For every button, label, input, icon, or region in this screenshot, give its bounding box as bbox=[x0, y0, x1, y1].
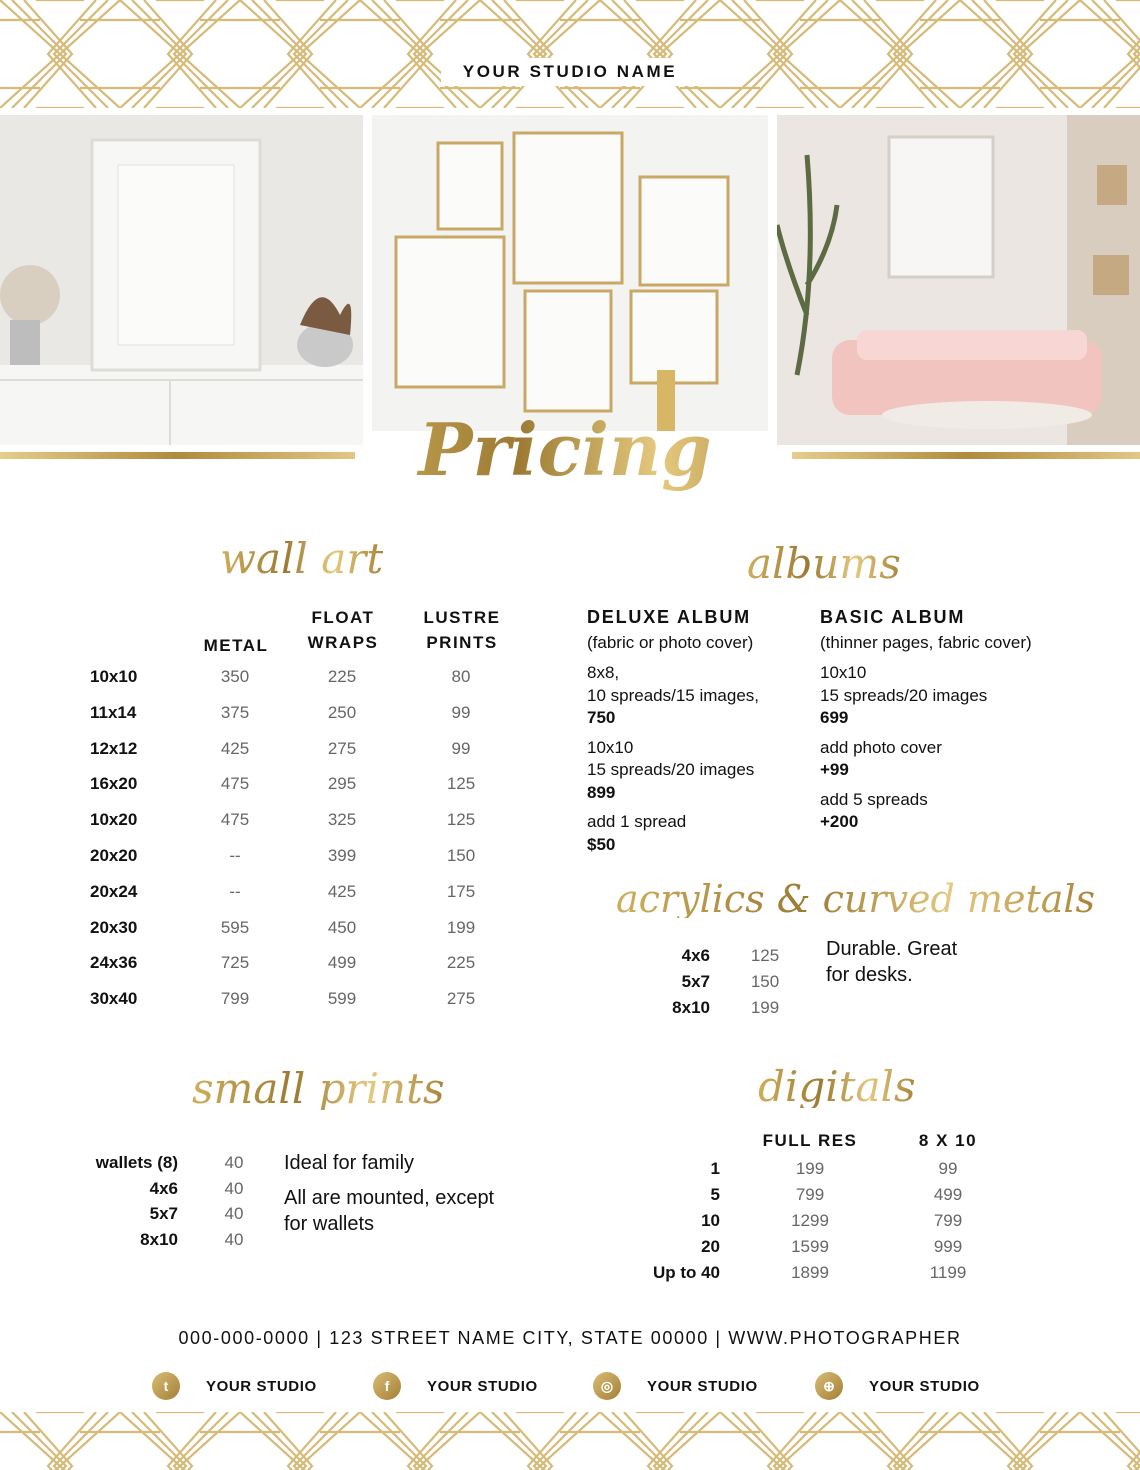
digital-full-res-price: 199 bbox=[795, 1159, 825, 1178]
small-print-size: 5x7 bbox=[149, 1204, 178, 1223]
wall-art-metal-price: 475 bbox=[220, 774, 250, 794]
wall-art-lustre-price: 275 bbox=[446, 989, 476, 1009]
wall-art-lustre-price: 125 bbox=[446, 810, 476, 830]
wall-art-size: 20x30 bbox=[90, 917, 138, 937]
digital-qty: 1 bbox=[710, 1159, 720, 1178]
deluxe-option-desc: 8x8, bbox=[587, 663, 620, 682]
wall-art-size: 16x20 bbox=[90, 774, 138, 794]
small-print-price: 40 bbox=[224, 1204, 244, 1223]
wall-art-size: 20x20 bbox=[90, 846, 138, 865]
social-label: YOUR STUDIO bbox=[206, 1377, 317, 1395]
photo-gallery-wall bbox=[372, 115, 768, 431]
digital-full-res-price: 1299 bbox=[791, 1211, 829, 1230]
gold-divider-left bbox=[0, 452, 355, 459]
digital-full-res-price: 1899 bbox=[791, 1263, 829, 1282]
wall-art-metal-price: 375 bbox=[220, 702, 250, 722]
wall-art-size: 11x14 bbox=[90, 702, 137, 722]
studio-name: YOUR STUDIO NAME bbox=[441, 58, 699, 86]
basic-option-desc: 10x10 bbox=[820, 663, 867, 682]
social-label: YOUR STUDIO bbox=[869, 1377, 980, 1395]
gold-divider-right bbox=[792, 452, 1140, 459]
wall-art-float-price: 399 bbox=[327, 846, 357, 865]
wall-art-float-price: 425 bbox=[327, 881, 357, 901]
basic-option-desc: 15 spreads/20 images bbox=[820, 685, 988, 705]
wall-art-lustre-price: 125 bbox=[446, 774, 476, 794]
deluxe-album-name: DELUXE ALBUM bbox=[587, 607, 751, 627]
wall-art-lustre-price: 99 bbox=[451, 738, 471, 758]
small-print-price: 40 bbox=[224, 1229, 244, 1249]
wall-art-lustre-price: 225 bbox=[446, 953, 476, 973]
facebook-icon[interactable]: f bbox=[373, 1372, 401, 1400]
page-title: Pricing Guide bbox=[330, 395, 800, 505]
contact-line: 000-000-0000 | 123 STREET NAME CITY, STATE 00000 | WWW.PHOTOGRAPHER bbox=[178, 1328, 962, 1348]
wall-art-metal-price: -- bbox=[229, 846, 241, 865]
small-prints-note-line: All are mounted, except bbox=[284, 1187, 495, 1209]
deluxe-album bbox=[587, 606, 802, 856]
wall-art-float-price: 325 bbox=[327, 810, 357, 830]
studio-name-banner bbox=[0, 58, 1140, 86]
albums-title: albums bbox=[747, 539, 901, 588]
basic-album-subtitle: (thinner pages, fabric cover) bbox=[820, 632, 1032, 652]
acrylics-note-line: Durable. Great bbox=[826, 938, 958, 960]
photo-frame-on-cabinet bbox=[0, 115, 363, 445]
digital-full-res-price: 1599 bbox=[791, 1237, 829, 1256]
basic-album-name: BASIC ALBUM bbox=[820, 607, 966, 627]
wall-art-size: 20x24 bbox=[90, 881, 138, 901]
wall-art-size: 10x10 bbox=[90, 667, 138, 686]
wall-art-lustre-price: 80 bbox=[451, 667, 471, 686]
basic-option bbox=[820, 737, 1100, 782]
digital-8x10-price: 799 bbox=[933, 1211, 963, 1230]
small-print-size: 8x10 bbox=[140, 1229, 178, 1249]
wall-art-float-price: 225 bbox=[327, 667, 357, 686]
globe-icon[interactable]: ⊕ bbox=[815, 1372, 843, 1400]
wall-art-size: 30x40 bbox=[90, 989, 138, 1009]
deluxe-option-price: 750 bbox=[587, 708, 616, 727]
social-facebook[interactable] bbox=[373, 1372, 538, 1400]
social-website[interactable] bbox=[815, 1372, 980, 1400]
bottom-gold-pattern bbox=[0, 1412, 1140, 1470]
wall-art-metal-price: 425 bbox=[220, 738, 250, 758]
wall-art-metal-price: 725 bbox=[220, 953, 250, 973]
wall-art-float-price: 499 bbox=[327, 953, 357, 973]
deluxe-option-desc: 10x10 bbox=[587, 737, 634, 757]
small-print-size: 4x6 bbox=[149, 1178, 178, 1198]
top-gold-pattern bbox=[0, 0, 1140, 108]
digitals-title: digitals bbox=[758, 1062, 916, 1111]
basic-option bbox=[820, 662, 1100, 730]
basic-option-price: +99 bbox=[820, 760, 849, 779]
wall-art-metal-price: 799 bbox=[220, 989, 250, 1009]
social-instagram[interactable] bbox=[593, 1372, 758, 1400]
wall-art-size: 24x36 bbox=[90, 953, 138, 973]
digital-qty: 20 bbox=[701, 1237, 720, 1256]
basic-option-price: 699 bbox=[820, 708, 849, 727]
small-prints-title: small prints bbox=[192, 1064, 445, 1113]
social-label: YOUR STUDIO bbox=[647, 1377, 758, 1395]
wall-art-float-price: 295 bbox=[327, 774, 357, 794]
wall-art-metal-price: -- bbox=[229, 881, 241, 901]
deluxe-album-subtitle: (fabric or photo cover) bbox=[587, 632, 754, 652]
acrylic-size: 8x10 bbox=[672, 998, 710, 1017]
deluxe-option-price: $50 bbox=[587, 834, 616, 854]
wall-art-float-price: 250 bbox=[327, 702, 357, 722]
digital-8x10-price: 1199 bbox=[929, 1263, 967, 1282]
digitals-header-8x10: 8 X 10 bbox=[918, 1131, 978, 1150]
photo-pink-sofa-room bbox=[777, 115, 1140, 445]
acrylic-price: 125 bbox=[750, 946, 780, 965]
wall-art-metal-price: 350 bbox=[220, 667, 250, 686]
basic-option-desc: add photo cover bbox=[820, 737, 942, 757]
wall-art-metal-price: 595 bbox=[220, 917, 250, 937]
acrylic-size: 5x7 bbox=[681, 972, 710, 991]
deluxe-option-desc: 10 spreads/15 images, bbox=[587, 685, 759, 705]
wall-art-size: 10x20 bbox=[90, 810, 138, 830]
deluxe-option-desc: 15 spreads/20 images bbox=[587, 760, 755, 779]
wall-art-float-price: 599 bbox=[327, 989, 357, 1009]
digital-full-res-price: 799 bbox=[795, 1185, 825, 1204]
wall-art-lustre-price: 199 bbox=[446, 917, 476, 937]
digital-8x10-price: 999 bbox=[933, 1237, 963, 1256]
small-prints-note-line: for wallets bbox=[284, 1213, 375, 1235]
wall-art-size: 12x12 bbox=[90, 738, 138, 758]
instagram-icon[interactable]: ◎ bbox=[593, 1372, 621, 1400]
acrylics-title: acrylics & curved metals bbox=[616, 877, 1096, 921]
deluxe-option bbox=[587, 811, 802, 856]
digital-8x10-price: 499 bbox=[933, 1185, 963, 1204]
twitter-icon[interactable]: t bbox=[152, 1372, 180, 1400]
basic-option-desc: add 5 spreads bbox=[820, 789, 928, 809]
wall-art-float-price: 450 bbox=[327, 917, 357, 937]
wall-art-lustre-price: 99 bbox=[451, 702, 471, 722]
acrylics-note-line: for desks. bbox=[826, 964, 913, 986]
digital-8x10-price: 99 bbox=[938, 1159, 958, 1178]
small-print-size: wallets (8) bbox=[95, 1153, 178, 1172]
deluxe-option bbox=[587, 737, 802, 805]
col-header-float-wraps: FLOAT WRAPS bbox=[307, 608, 379, 652]
basic-option-price: +200 bbox=[820, 812, 859, 831]
digital-qty: 5 bbox=[710, 1185, 720, 1204]
digital-qty: 10 bbox=[701, 1211, 720, 1230]
small-prints-note-mounted bbox=[284, 1185, 494, 1237]
wall-art-title: wall art bbox=[220, 534, 384, 583]
small-print-price: 40 bbox=[224, 1153, 244, 1172]
col-header-metal: METAL bbox=[203, 636, 269, 655]
wall-art-lustre-price: 150 bbox=[446, 846, 476, 865]
digital-qty: Up to 40 bbox=[652, 1263, 720, 1282]
acrylic-size: 4x6 bbox=[681, 946, 710, 965]
acrylic-price: 150 bbox=[750, 972, 780, 991]
basic-album bbox=[820, 606, 1100, 834]
col-header-lustre-prints: LUSTRE PRINTS bbox=[423, 608, 501, 652]
digitals-header-full-res: FULL RES bbox=[762, 1131, 858, 1150]
basic-option bbox=[820, 789, 1100, 834]
wall-art-float-price: 275 bbox=[327, 738, 357, 758]
wall-art-lustre-price: 175 bbox=[446, 881, 476, 901]
acrylics-note bbox=[826, 936, 957, 988]
deluxe-option bbox=[587, 662, 802, 730]
social-twitter[interactable] bbox=[152, 1372, 317, 1400]
deluxe-option-desc: add 1 spread bbox=[587, 812, 687, 831]
deluxe-option-price: 899 bbox=[587, 782, 616, 802]
small-prints-note-family: Ideal for family bbox=[284, 1152, 415, 1174]
wall-art-metal-price: 475 bbox=[220, 810, 250, 830]
social-label: YOUR STUDIO bbox=[427, 1377, 538, 1395]
small-print-price: 40 bbox=[224, 1178, 244, 1198]
acrylic-price: 199 bbox=[750, 998, 780, 1017]
